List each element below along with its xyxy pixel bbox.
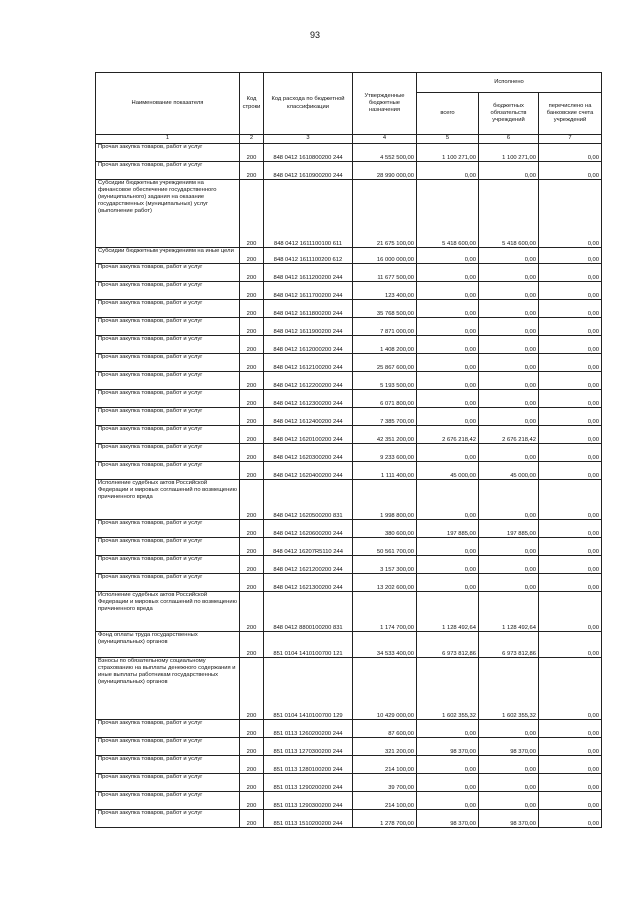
row-line-code-cell: 200: [240, 810, 264, 828]
column-number: 4: [353, 135, 417, 144]
row-total-cell: 0,00: [417, 282, 479, 300]
table-row: [96, 248, 602, 264]
row-budget-obligations-cell: 98 370,00: [479, 810, 539, 828]
row-budget-obligations-cell: 0,00: [479, 480, 539, 520]
row-total-cell: 1 128 492,64: [417, 592, 479, 632]
row-line-code-cell: 200: [240, 556, 264, 574]
row-total-cell: 0,00: [417, 336, 479, 354]
row-line-code-cell: 200: [240, 426, 264, 444]
row-transferred-cell: 0,00: [539, 792, 602, 810]
row-approved-cell: 39 700,00: [353, 774, 417, 792]
row-expense-code-cell: 851 0113 1290200200 244: [264, 774, 353, 792]
column-number: 2: [240, 135, 264, 144]
row-name-text: Исполнение судебных актов Российской Федерации и мировых соглашений по возмещению причиненного вреда: [98, 592, 237, 612]
row-transferred-cell: 0,00: [539, 318, 602, 336]
row-name-cell: [96, 538, 240, 556]
table-row: [96, 372, 602, 390]
row-transferred-cell: 0,00: [539, 738, 602, 756]
row-expense-code-cell: 851 0113 1280100200 244: [264, 756, 353, 774]
row-transferred-cell: 0,00: [539, 372, 602, 390]
row-budget-obligations-cell: 0,00: [479, 720, 539, 738]
row-expense-code-cell: 851 0113 1270300200 244: [264, 738, 353, 756]
row-approved-cell: 13 202 600,00: [353, 574, 417, 592]
row-transferred-cell: 0,00: [539, 592, 602, 632]
row-line-code-cell: 200: [240, 264, 264, 282]
header-executed: Исполнено: [417, 73, 602, 93]
table-row: [96, 444, 602, 462]
row-name-text: Субсидии бюджетным учреждениям на иные цели: [98, 248, 234, 254]
row-budget-obligations-cell: 1 128 492,64: [479, 592, 539, 632]
row-line-code-cell: 200: [240, 480, 264, 520]
row-expense-code-cell: 848 0412 1611900200 244: [264, 318, 353, 336]
row-approved-cell: 1 408 200,00: [353, 336, 417, 354]
row-total-cell: 0,00: [417, 538, 479, 556]
row-budget-obligations-cell: 0,00: [479, 354, 539, 372]
row-name-text: Прочая закупка товаров, работ и услуг: [98, 300, 203, 306]
row-expense-code-cell: 848 0412 1620400200 244: [264, 462, 353, 480]
row-budget-obligations-cell: 1 100 271,00: [479, 144, 539, 162]
row-transferred-cell: 0,00: [539, 774, 602, 792]
row-name-text: Прочая закупка товаров, работ и услуг: [98, 264, 203, 270]
row-budget-obligations-cell: 0,00: [479, 282, 539, 300]
table-row: [96, 538, 602, 556]
row-line-code-cell: 200: [240, 390, 264, 408]
row-name-text: Прочая закупка товаров, работ и услуг: [98, 282, 203, 288]
row-line-code-cell: 200: [240, 574, 264, 592]
column-number: 5: [417, 135, 479, 144]
table-row: [96, 574, 602, 592]
row-transferred-cell: 0,00: [539, 336, 602, 354]
row-expense-code-cell: 848 0412 1610800200 244: [264, 144, 353, 162]
row-name-text: Прочая закупка товаров, работ и услуг: [98, 738, 203, 744]
row-name-cell: [96, 390, 240, 408]
row-transferred-cell: 0,00: [539, 810, 602, 828]
row-total-cell: 0,00: [417, 480, 479, 520]
row-approved-cell: 4 552 500,00: [353, 144, 417, 162]
header-line-code: Код строки: [240, 73, 264, 135]
column-number: 7: [539, 135, 602, 144]
row-total-cell: 197 885,00: [417, 520, 479, 538]
row-budget-obligations-cell: 0,00: [479, 792, 539, 810]
row-name-text: Исполнение судебных актов Российской Федерации и мировых соглашений по возмещению причиненного вреда: [98, 480, 237, 500]
row-name-text: Прочая закупка товаров, работ и услуг: [98, 444, 203, 450]
row-total-cell: 0,00: [417, 756, 479, 774]
row-name-cell: [96, 282, 240, 300]
budget-execution-table: [95, 72, 602, 828]
row-expense-code-cell: 848 0412 1621300200 244: [264, 574, 353, 592]
row-name-cell: [96, 738, 240, 756]
row-line-code-cell: 200: [240, 792, 264, 810]
row-line-code-cell: 200: [240, 336, 264, 354]
table-row: [96, 354, 602, 372]
table-row: [96, 520, 602, 538]
row-transferred-cell: 0,00: [539, 520, 602, 538]
row-approved-cell: 87 600,00: [353, 720, 417, 738]
row-name-text: Прочая закупка товаров, работ и услуг: [98, 354, 203, 360]
row-total-cell: 2 676 218,42: [417, 426, 479, 444]
row-approved-cell: 5 193 500,00: [353, 372, 417, 390]
row-name-text: Прочая закупка товаров, работ и услуг: [98, 426, 203, 432]
table-row: [96, 180, 602, 248]
row-line-code-cell: 200: [240, 592, 264, 632]
row-name-text: Прочая закупка товаров, работ и услуг: [98, 318, 203, 324]
row-expense-code-cell: 848 0412 1612300200 244: [264, 390, 353, 408]
row-name-text: Фонд оплаты труда государственных (муниципальных) органов: [98, 632, 198, 645]
row-approved-cell: 321 200,00: [353, 738, 417, 756]
row-budget-obligations-cell: 0,00: [479, 408, 539, 426]
row-total-cell: 0,00: [417, 318, 479, 336]
row-expense-code-cell: 848 0412 1611100200 612: [264, 248, 353, 264]
row-budget-obligations-cell: 1 602 355,32: [479, 658, 539, 720]
row-name-cell: [96, 300, 240, 318]
row-total-cell: 0,00: [417, 444, 479, 462]
column-number: 6: [479, 135, 539, 144]
row-transferred-cell: 0,00: [539, 658, 602, 720]
row-transferred-cell: 0,00: [539, 144, 602, 162]
table-body: [96, 144, 602, 828]
row-transferred-cell: 0,00: [539, 264, 602, 282]
row-total-cell: 0,00: [417, 300, 479, 318]
row-transferred-cell: 0,00: [539, 538, 602, 556]
row-name-cell: [96, 632, 240, 658]
row-approved-cell: 42 351 200,00: [353, 426, 417, 444]
row-expense-code-cell: 848 0412 1612100200 244: [264, 354, 353, 372]
header-transferred: перечислено на банковские счета учреждений: [539, 93, 602, 135]
row-line-code-cell: 200: [240, 354, 264, 372]
table-row: [96, 720, 602, 738]
row-name-text: Прочая закупка товаров, работ и услуг: [98, 774, 203, 780]
row-name-cell: [96, 354, 240, 372]
row-approved-cell: 25 867 600,00: [353, 354, 417, 372]
row-name-text: Прочая закупка товаров, работ и услуг: [98, 810, 203, 816]
row-name-cell: [96, 756, 240, 774]
row-name-text: Прочая закупка товаров, работ и услуг: [98, 574, 203, 580]
row-total-cell: 0,00: [417, 354, 479, 372]
row-name-cell: [96, 792, 240, 810]
table-row: [96, 162, 602, 180]
row-name-text: Прочая закупка товаров, работ и услуг: [98, 520, 203, 526]
table-row: [96, 264, 602, 282]
row-budget-obligations-cell: 0,00: [479, 390, 539, 408]
table-row: [96, 632, 602, 658]
row-name-cell: [96, 574, 240, 592]
row-expense-code-cell: 848 0412 8800100200 831: [264, 592, 353, 632]
row-approved-cell: 1 998 800,00: [353, 480, 417, 520]
row-approved-cell: 6 071 800,00: [353, 390, 417, 408]
row-expense-code-cell: 851 0113 1290300200 244: [264, 792, 353, 810]
row-line-code-cell: 200: [240, 282, 264, 300]
row-name-cell: [96, 372, 240, 390]
row-approved-cell: 16 000 000,00: [353, 248, 417, 264]
row-name-cell: [96, 520, 240, 538]
row-budget-obligations-cell: 45 000,00: [479, 462, 539, 480]
row-transferred-cell: 0,00: [539, 180, 602, 248]
row-name-cell: [96, 336, 240, 354]
row-budget-obligations-cell: 0,00: [479, 556, 539, 574]
row-line-code-cell: 200: [240, 756, 264, 774]
row-approved-cell: 380 600,00: [353, 520, 417, 538]
row-budget-obligations-cell: 0,00: [479, 248, 539, 264]
row-name-cell: [96, 144, 240, 162]
row-expense-code-cell: 848 0412 1611700200 244: [264, 282, 353, 300]
row-transferred-cell: 0,00: [539, 444, 602, 462]
row-budget-obligations-cell: 0,00: [479, 756, 539, 774]
row-name-cell: [96, 408, 240, 426]
row-total-cell: 0,00: [417, 574, 479, 592]
row-approved-cell: 21 675 100,00: [353, 180, 417, 248]
row-expense-code-cell: 851 0104 1410100700 121: [264, 632, 353, 658]
row-transferred-cell: 0,00: [539, 556, 602, 574]
table-row: [96, 738, 602, 756]
row-expense-code-cell: 848 0412 1621200200 244: [264, 556, 353, 574]
table-row: [96, 318, 602, 336]
row-line-code-cell: 200: [240, 774, 264, 792]
row-transferred-cell: 0,00: [539, 248, 602, 264]
row-name-cell: [96, 426, 240, 444]
row-name-text: Субсидии бюджетным учреждениям на финансовое обеспечение государственного (муниципального) задания на оказание государственных (муниципальных) услуг (выполнение работ): [98, 180, 217, 214]
row-budget-obligations-cell: 197 885,00: [479, 520, 539, 538]
row-budget-obligations-cell: 0,00: [479, 336, 539, 354]
row-total-cell: 0,00: [417, 248, 479, 264]
row-approved-cell: 50 561 700,00: [353, 538, 417, 556]
column-number: 3: [264, 135, 353, 144]
row-expense-code-cell: 848 0412 1620600200 244: [264, 520, 353, 538]
table-row: [96, 282, 602, 300]
row-approved-cell: 214 100,00: [353, 756, 417, 774]
row-name-cell: [96, 480, 240, 520]
row-expense-code-cell: 848 0412 1620100200 244: [264, 426, 353, 444]
row-name-cell: [96, 774, 240, 792]
row-budget-obligations-cell: 0,00: [479, 538, 539, 556]
row-transferred-cell: 0,00: [539, 282, 602, 300]
row-transferred-cell: 0,00: [539, 426, 602, 444]
row-budget-obligations-cell: 0,00: [479, 300, 539, 318]
header-budget-obligations: бюджетных обязательств учреждений: [479, 93, 539, 135]
row-budget-obligations-cell: 0,00: [479, 162, 539, 180]
row-transferred-cell: 0,00: [539, 756, 602, 774]
row-line-code-cell: 200: [240, 462, 264, 480]
table-row: [96, 480, 602, 520]
row-total-cell: 0,00: [417, 408, 479, 426]
row-name-text: Прочая закупка товаров, работ и услуг: [98, 336, 203, 342]
row-expense-code-cell: 848 0412 1620300200 244: [264, 444, 353, 462]
row-expense-code-cell: 848 0412 1620500200 831: [264, 480, 353, 520]
row-total-cell: 45 000,00: [417, 462, 479, 480]
row-expense-code-cell: 848 0412 1612400200 244: [264, 408, 353, 426]
row-expense-code-cell: 848 0412 1610900200 244: [264, 162, 353, 180]
row-name-cell: [96, 720, 240, 738]
row-name-cell: [96, 180, 240, 248]
row-name-text: Прочая закупка товаров, работ и услуг: [98, 792, 203, 798]
row-name-text: Прочая закупка товаров, работ и услуг: [98, 556, 203, 562]
row-line-code-cell: 200: [240, 632, 264, 658]
row-name-text: Взносы по обязательному социальному страхованию на выплаты денежного содержания и иные выплаты работникам государственных (муниципальных) органов: [98, 658, 236, 685]
header-total: всего: [417, 93, 479, 135]
row-transferred-cell: 0,00: [539, 162, 602, 180]
row-expense-code-cell: 848 0412 1611800200 244: [264, 300, 353, 318]
row-total-cell: 1 100 271,00: [417, 144, 479, 162]
row-name-text: Прочая закупка товаров, работ и услуг: [98, 756, 203, 762]
row-approved-cell: 7 385 700,00: [353, 408, 417, 426]
table-row: [96, 556, 602, 574]
row-name-cell: [96, 556, 240, 574]
row-name-cell: [96, 162, 240, 180]
table-row: [96, 810, 602, 828]
row-total-cell: 5 418 600,00: [417, 180, 479, 248]
row-approved-cell: 35 768 500,00: [353, 300, 417, 318]
row-transferred-cell: 0,00: [539, 462, 602, 480]
row-total-cell: 0,00: [417, 556, 479, 574]
row-name-cell: [96, 318, 240, 336]
row-name-cell: [96, 444, 240, 462]
row-line-code-cell: 200: [240, 658, 264, 720]
table-row: [96, 756, 602, 774]
column-number: 1: [96, 135, 240, 144]
row-name-text: Прочая закупка товаров, работ и услуг: [98, 162, 203, 168]
row-line-code-cell: 200: [240, 162, 264, 180]
table-row: [96, 390, 602, 408]
row-line-code-cell: 200: [240, 444, 264, 462]
row-name-text: Прочая закупка товаров, работ и услуг: [98, 538, 203, 544]
row-approved-cell: 123 400,00: [353, 282, 417, 300]
row-approved-cell: 11 677 500,00: [353, 264, 417, 282]
table-row: [96, 462, 602, 480]
row-name-text: Прочая закупка товаров, работ и услуг: [98, 372, 203, 378]
table-row: [96, 144, 602, 162]
row-name-cell: [96, 462, 240, 480]
row-approved-cell: 1 278 700,00: [353, 810, 417, 828]
row-line-code-cell: 200: [240, 738, 264, 756]
row-total-cell: 0,00: [417, 792, 479, 810]
row-budget-obligations-cell: 98 370,00: [479, 738, 539, 756]
row-approved-cell: 214 100,00: [353, 792, 417, 810]
row-total-cell: 0,00: [417, 390, 479, 408]
row-expense-code-cell: 851 0104 1410100700 129: [264, 658, 353, 720]
row-name-cell: [96, 248, 240, 264]
row-approved-cell: 3 157 300,00: [353, 556, 417, 574]
row-line-code-cell: 200: [240, 300, 264, 318]
row-approved-cell: 10 429 000,00: [353, 658, 417, 720]
row-transferred-cell: 0,00: [539, 574, 602, 592]
row-expense-code-cell: 848 0412 1611200200 244: [264, 264, 353, 282]
row-line-code-cell: 200: [240, 520, 264, 538]
row-budget-obligations-cell: 0,00: [479, 372, 539, 390]
row-line-code-cell: 200: [240, 720, 264, 738]
table-row: [96, 426, 602, 444]
row-budget-obligations-cell: 2 676 218,42: [479, 426, 539, 444]
row-transferred-cell: 0,00: [539, 300, 602, 318]
row-name-text: Прочая закупка товаров, работ и услуг: [98, 720, 203, 726]
row-approved-cell: 9 233 600,00: [353, 444, 417, 462]
row-line-code-cell: 200: [240, 372, 264, 390]
row-total-cell: 0,00: [417, 774, 479, 792]
row-total-cell: 6 973 812,86: [417, 632, 479, 658]
row-total-cell: 0,00: [417, 720, 479, 738]
row-budget-obligations-cell: 6 973 812,86: [479, 632, 539, 658]
row-line-code-cell: 200: [240, 180, 264, 248]
row-approved-cell: 7 871 000,00: [353, 318, 417, 336]
row-budget-obligations-cell: 0,00: [479, 774, 539, 792]
row-total-cell: 0,00: [417, 372, 479, 390]
row-name-text: Прочая закупка товаров, работ и услуг: [98, 462, 203, 468]
row-transferred-cell: 0,00: [539, 720, 602, 738]
row-total-cell: 98 370,00: [417, 810, 479, 828]
row-expense-code-cell: 848 0412 1612200200 244: [264, 372, 353, 390]
header-approved: Утвержденные бюджетные назначения: [353, 73, 417, 135]
row-total-cell: 1 602 355,32: [417, 658, 479, 720]
row-total-cell: 98 370,00: [417, 738, 479, 756]
row-name-text: Прочая закупка товаров, работ и услуг: [98, 408, 203, 414]
row-expense-code-cell: 848 0412 16207R5110 244: [264, 538, 353, 556]
row-transferred-cell: 0,00: [539, 480, 602, 520]
table-row: [96, 792, 602, 810]
header-name: Наименование показателя: [96, 73, 240, 135]
row-line-code-cell: 200: [240, 248, 264, 264]
row-expense-code-cell: 851 0113 1260200200 244: [264, 720, 353, 738]
row-transferred-cell: 0,00: [539, 632, 602, 658]
row-total-cell: 0,00: [417, 264, 479, 282]
row-approved-cell: 34 533 400,00: [353, 632, 417, 658]
row-line-code-cell: 200: [240, 538, 264, 556]
table-row: [96, 408, 602, 426]
row-name-cell: [96, 592, 240, 632]
row-approved-cell: 1 174 700,00: [353, 592, 417, 632]
row-approved-cell: 1 111 400,00: [353, 462, 417, 480]
row-name-cell: [96, 810, 240, 828]
row-total-cell: 0,00: [417, 162, 479, 180]
row-expense-code-cell: 848 0412 1611100100 611: [264, 180, 353, 248]
table-row: [96, 658, 602, 720]
row-name-cell: [96, 264, 240, 282]
row-transferred-cell: 0,00: [539, 354, 602, 372]
row-budget-obligations-cell: 0,00: [479, 318, 539, 336]
row-line-code-cell: 200: [240, 144, 264, 162]
row-approved-cell: 28 990 000,00: [353, 162, 417, 180]
row-name-cell: [96, 658, 240, 720]
row-line-code-cell: 200: [240, 408, 264, 426]
table-row: [96, 300, 602, 318]
row-budget-obligations-cell: 5 418 600,00: [479, 180, 539, 248]
row-budget-obligations-cell: 0,00: [479, 444, 539, 462]
row-expense-code-cell: 848 0412 1612000200 244: [264, 336, 353, 354]
table-row: [96, 774, 602, 792]
page-number: 93: [309, 30, 320, 40]
row-name-text: Прочая закупка товаров, работ и услуг: [98, 390, 203, 396]
table-row: [96, 336, 602, 354]
row-transferred-cell: 0,00: [539, 390, 602, 408]
row-budget-obligations-cell: 0,00: [479, 574, 539, 592]
header-expense-code: Код расхода по бюджетной классификации: [264, 73, 353, 135]
row-name-text: Прочая закупка товаров, работ и услуг: [98, 144, 203, 150]
table-row: [96, 592, 602, 632]
row-line-code-cell: 200: [240, 318, 264, 336]
row-expense-code-cell: 851 0113 1510200200 244: [264, 810, 353, 828]
row-transferred-cell: 0,00: [539, 408, 602, 426]
row-budget-obligations-cell: 0,00: [479, 264, 539, 282]
